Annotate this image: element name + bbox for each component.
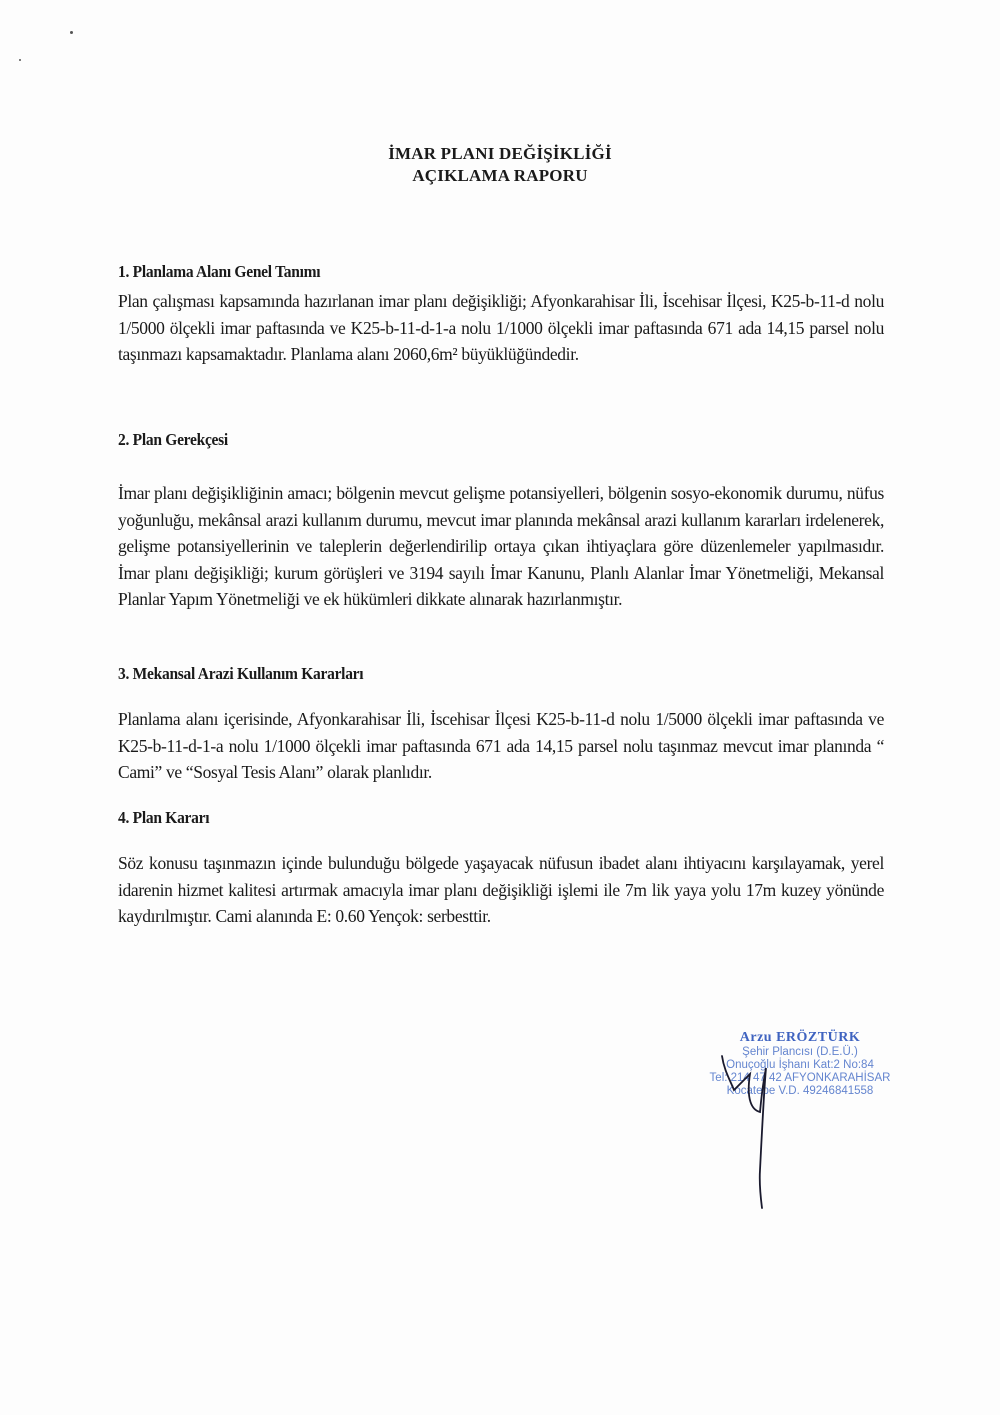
signature-icon	[700, 1050, 830, 1210]
section-3-body: Planlama alanı içerisinde, Afyonkarahisar İli, İscehisar İlçesi K25-b-11-d nolu 1/5000 ölçekli imar paftasında ve K25-b-11-d-1-a nolu 1/1000 ölçekli imar paftasında 671 ada 14,15 parsel nolu taşınmaz mevcut imar planında “ Cami” ve “Sosyal Tesis Alanı” olarak planlıdır.	[118, 709, 884, 782]
stamp-title: Şehir Plancısı (D.E.Ü.)	[742, 1046, 858, 1058]
section-2-heading: 2. Plan Gerekçesi	[118, 430, 228, 449]
scan-speck	[70, 31, 73, 34]
document-subtitle: AÇIKLAMA RAPORU	[412, 166, 588, 185]
document-title: İMAR PLANI DEĞİŞİKLİĞİ	[388, 144, 612, 163]
section-4-heading: 4. Plan Kararı	[118, 808, 210, 827]
stamp-address: Onuçoğlu İşhanı Kat:2 No:84	[726, 1059, 874, 1071]
section-2-body: İmar planı değişikliğinin amacı; bölgenin mevcut gelişme potansiyelleri, bölgenin sosyo-ekonomik durumu, nüfus yoğunluğu, mekânsal arazi kullanım durumu, mevcut imar planında mekânsal arazi kullanım kararları irdelenerek, gelişme potansiyellerinin ve taleplerin değerlendirilip ortaya çıkan ihtiyaçlara göre düzenlemeler yapılmasıdır. İmar planı değişikliği; kurum görüşleri ve 3194 sayılı İmar Kanunu, Planlı Alanlar İmar Yönetmeliği, Mekansal Planlar Yapım Yönetmeliği ve ek hükümleri dikkate alınarak hazırlanmıştır.	[118, 483, 884, 609]
section-1-body: Plan çalışması kapsamında hazırlanan imar planı değişikliği; Afyonkarahisar İli, İscehisar İlçesi, K25-b-11-d nolu 1/5000 ölçekli imar paftasında ve K25-b-11-d-1-a nolu 1/1000 ölçekli imar paftasında 671 ada 14,15 parsel nolu taşınmazı kapsamaktadır. Planlama alanı 2060,6m² büyüklüğündedir.	[118, 291, 884, 364]
scan-speck	[19, 59, 21, 61]
stamp-tax: Kocatepe V.D. 49246841558	[726, 1085, 874, 1097]
stamp-name: Arzu ERÖZTÜRK	[739, 1030, 861, 1045]
stamp-phone-city: Tel: 214 47 42 AFYONKARAHİSAR	[709, 1072, 891, 1084]
section-1-heading: 1. Planlama Alanı Genel Tanımı	[118, 262, 321, 281]
section-3-heading: 3. Mekansal Arazi Kullanım Kararları	[118, 664, 364, 683]
section-4-body: Söz konusu taşınmazın içinde bulunduğu bölgede yaşayacak nüfusun ibadet alanı ihtiyacını karşılayamak, yerel idarenin hizmet kalitesi artırmak amacıyla imar planı değişikliği işlemi ile 7m lik yaya yolu 17m kuzey yönünde kaydırılmıştır. Cami alanında E: 0.60 Yençok: serbesttir.	[118, 853, 884, 926]
